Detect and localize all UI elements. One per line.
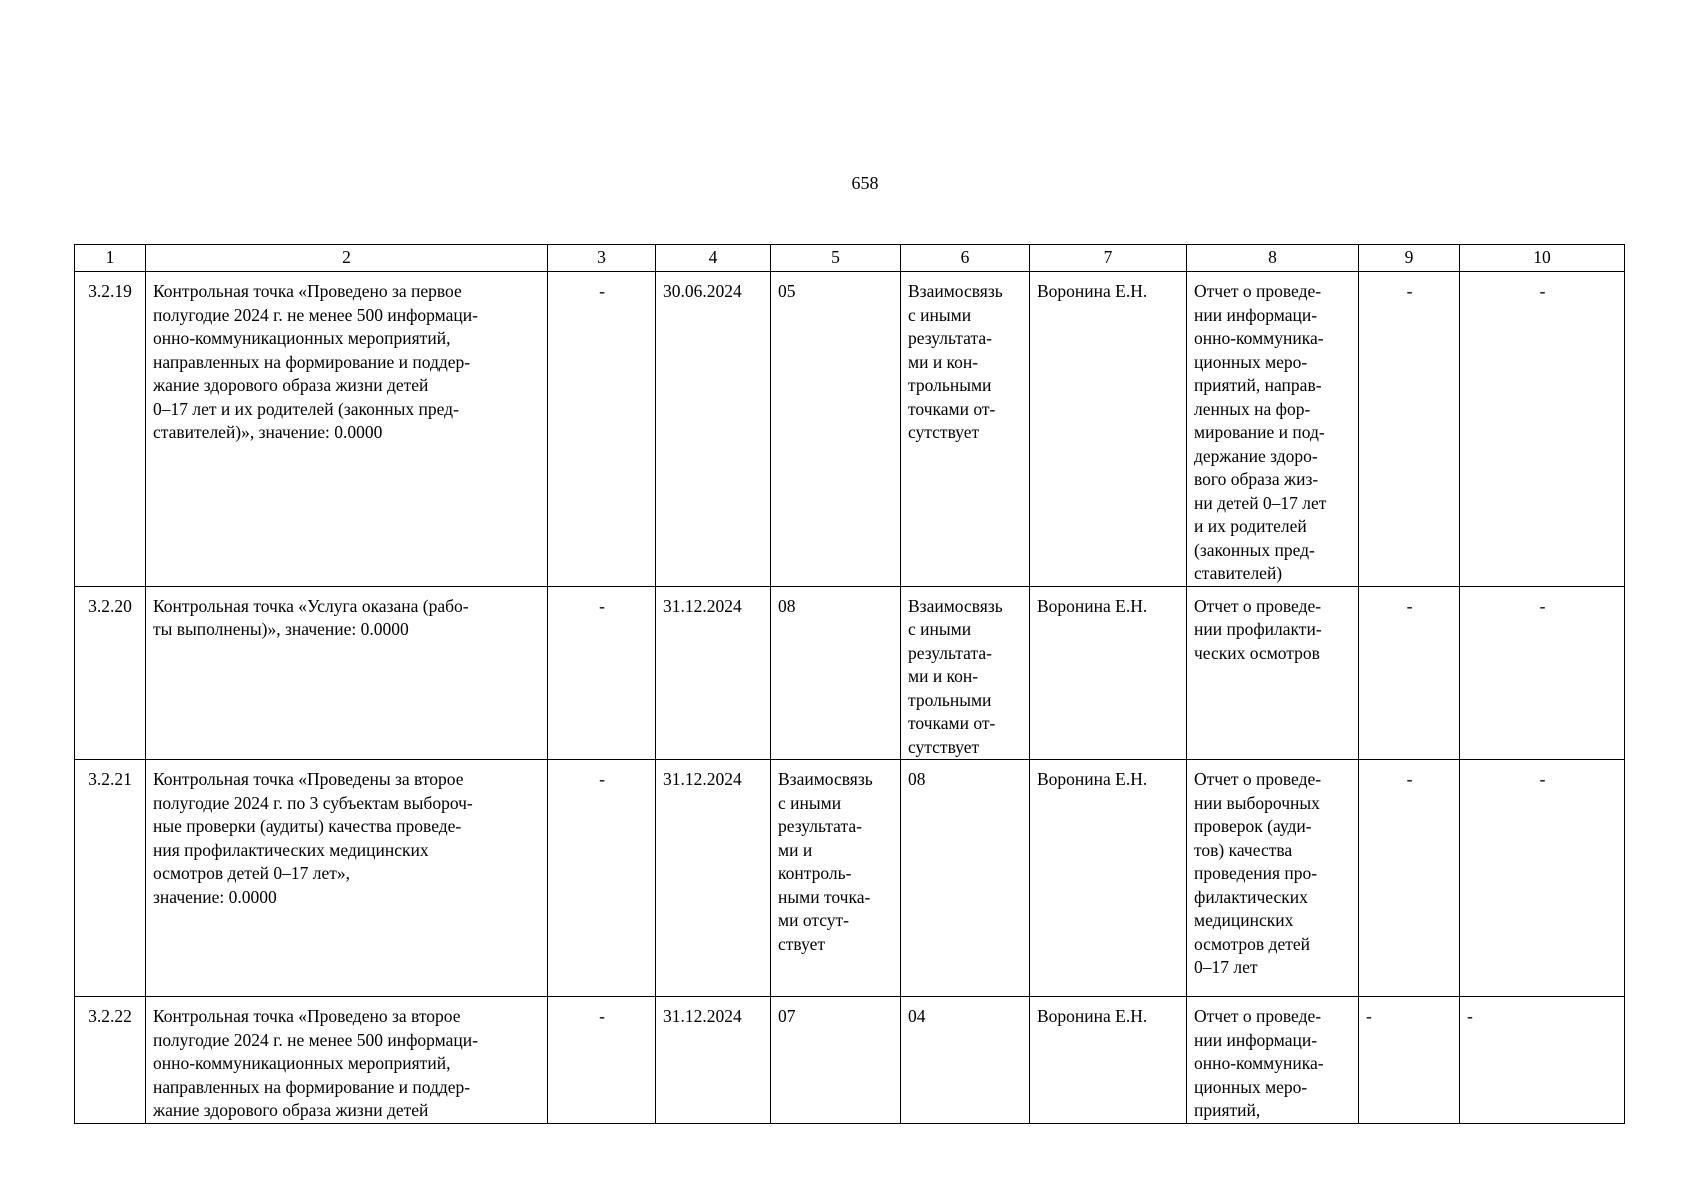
cell-col-9: - [1359,760,1460,997]
cell-col-5: 05 [771,272,901,587]
responsible-person: Воронина Е.Н. [1030,760,1187,997]
cell-col-6: Взаимосвязь с иными результата- ми и кон- трольными точками от- сутствует [901,272,1030,587]
cell-col-9: - [1359,997,1460,1124]
control-point-name: Контрольная точка «Проведено за первое полугодие 2024 г. не менее 500 информаци- онно-коммуникационных мероприятий, направленных на формирование и поддер- жание здорового образа жизни детей 0–17 лет и их родителей (законных пред- ставителей)», значение: 0.0000 [146,272,548,587]
responsible-person: Воронина Е.Н. [1030,997,1187,1124]
responsible-person: Воронина Е.Н. [1030,272,1187,587]
row-number: 3.2.19 [75,272,146,587]
deadline-date: 31.12.2024 [656,760,771,997]
cell-col-10: - [1460,272,1625,587]
table-row [75,997,1625,1124]
page-number: 658 [851,173,879,193]
deadline-date: 31.12.2024 [656,997,771,1124]
header-col-4: 4 [656,245,771,272]
control-point-name: Контрольная точка «Услуга оказана (рабо- ты выполнены)», значение: 0.0000 [146,586,548,760]
row-number: 3.2.21 [75,760,146,997]
report-document: Отчет о проведе- нии выборочных проверок (ауди- тов) качества проведения про- филактических медицинских осмотров детей 0–17 лет [1187,760,1359,997]
deadline-date: 31.12.2024 [656,586,771,760]
control-points-table [74,244,1625,1124]
header-col-8: 8 [1187,245,1359,272]
cell-col-9: - [1359,272,1460,587]
control-point-name: Контрольная точка «Проведено за второе полугодие 2024 г. не менее 500 информаци- онно-коммуникационных мероприятий, направленных на формирование и поддер- жание здорового образа жизни детей [146,997,548,1124]
cell-col-3: - [548,760,656,997]
header-col-9: 9 [1359,245,1460,272]
report-document: Отчет о проведе- нии информаци- онно-коммуника- ционных меро- приятий, направ- ленных на фор- мирование и под- держание здоро- вого образа жиз- ни детей 0–17 лет и их родителей (законных пред- ставителей) [1187,272,1359,587]
row-number: 3.2.20 [75,586,146,760]
header-col-3: 3 [548,245,656,272]
cell-col-10: - [1460,997,1625,1124]
table-row [75,586,1625,760]
cell-col-6: Взаимосвязь с иными результата- ми и кон- трольными точками от- сутствует [901,586,1030,760]
cell-col-6: 04 [901,997,1030,1124]
row-number: 3.2.22 [75,997,146,1124]
report-document: Отчет о проведе- нии профилакти- ческих осмотров [1187,586,1359,760]
cell-col-5: 07 [771,997,901,1124]
header-col-10: 10 [1460,245,1625,272]
cell-col-10: - [1460,760,1625,997]
cell-col-6: 08 [901,760,1030,997]
header-col-1: 1 [75,245,146,272]
responsible-person: Воронина Е.Н. [1030,586,1187,760]
header-row [75,245,1625,272]
header-col-6: 6 [901,245,1030,272]
control-point-name: Контрольная точка «Проведены за второе полугодие 2024 г. по 3 субъектам выбороч- ные проверки (аудиты) качества проведе- ния профилактических медицинских осмотров детей 0–17 лет», значение: 0.0000 [146,760,548,997]
cell-col-5: Взаимосвязь с иными результата- ми и контроль- ными точка- ми отсут- ствует [771,760,901,997]
header-col-7: 7 [1030,245,1187,272]
table-row [75,272,1625,587]
cell-col-10: - [1460,586,1625,760]
cell-col-9: - [1359,586,1460,760]
cell-col-3: - [548,997,656,1124]
header-col-2: 2 [146,245,548,272]
cell-col-5: 08 [771,586,901,760]
cell-col-3: - [548,272,656,587]
header-col-5: 5 [771,245,901,272]
table-row [75,760,1625,997]
deadline-date: 30.06.2024 [656,272,771,587]
cell-col-3: - [548,586,656,760]
report-document: Отчет о проведе- нии информаци- онно-коммуника- ционных меро- приятий, [1187,997,1359,1124]
